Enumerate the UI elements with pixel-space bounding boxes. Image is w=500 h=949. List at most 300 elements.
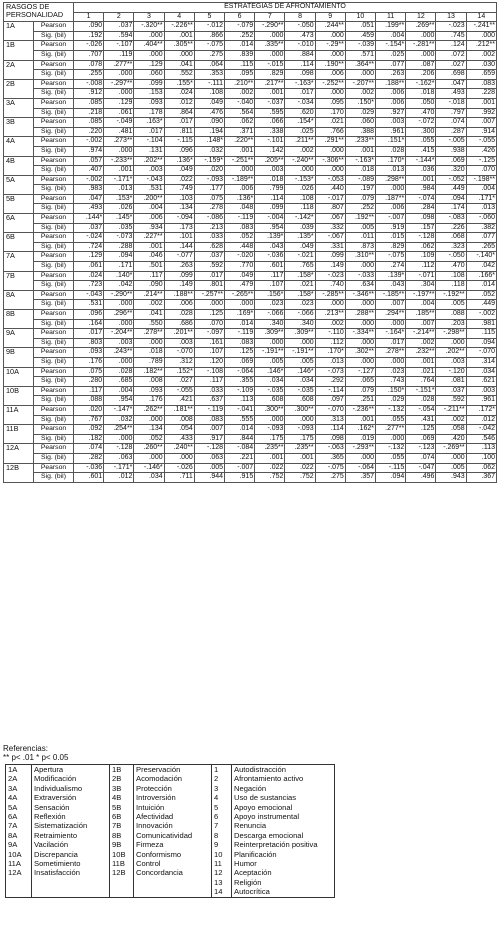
legend-code <box>6 878 32 887</box>
pearson-value: .227** <box>134 233 164 243</box>
legend-code: 5B <box>110 803 134 812</box>
trait-code: 8A <box>4 290 34 309</box>
sig-value: .060 <box>134 70 164 80</box>
pearson-value: .136* <box>164 156 194 166</box>
sig-value: .531 <box>134 185 164 195</box>
sig-value: .000 <box>345 319 375 329</box>
legend-row <box>6 868 335 877</box>
sig-value: .061 <box>104 108 134 118</box>
pearson-value: .278** <box>134 329 164 339</box>
sig-value: .340 <box>255 319 285 329</box>
sig-value: .005 <box>345 223 375 233</box>
sig-value: .304 <box>406 281 436 291</box>
pearson-value: .262** <box>134 405 164 415</box>
table-row <box>4 290 497 300</box>
sig-value: .984 <box>406 185 436 195</box>
sig-value: .034 <box>255 377 285 387</box>
references-title: Referencias: <box>3 744 48 753</box>
sig-value: .069 <box>406 434 436 444</box>
legend-code: 4 <box>212 793 232 802</box>
sig-value: .004 <box>466 185 496 195</box>
sig-value: .006 <box>164 300 194 310</box>
pearson-value: -.036 <box>255 252 285 262</box>
pearson-value: -.075 <box>194 41 224 51</box>
pearson-value: -.146* <box>134 463 164 473</box>
pearson-value: -.079 <box>225 22 255 32</box>
pearson-value: .034 <box>466 367 496 377</box>
pearson-value: .062 <box>466 463 496 473</box>
legend-code: 10A <box>6 850 32 859</box>
pearson-value: -.053 <box>315 175 345 185</box>
sig-value: .028 <box>406 396 436 406</box>
stat-label-sig: Sig. (bil) <box>34 89 74 99</box>
pearson-value: -.010 <box>285 41 315 51</box>
sig-value: .002 <box>466 50 496 60</box>
pearson-value: .162* <box>345 425 375 435</box>
legend-code: 11B <box>110 859 134 868</box>
table-row <box>4 434 497 444</box>
pearson-value: .310** <box>345 252 375 262</box>
sig-value: .001 <box>406 357 436 367</box>
legend-code: 4B <box>110 793 134 802</box>
sig-value: .470 <box>436 262 466 272</box>
trait-code: 4A <box>4 137 34 156</box>
table-row <box>4 262 497 272</box>
legend-label: Renuncia <box>234 821 267 831</box>
sig-value: .659 <box>466 70 496 80</box>
legend-row <box>6 840 335 849</box>
sig-value: .028 <box>376 146 406 156</box>
pearson-value: .146* <box>285 367 315 377</box>
table-row <box>4 242 497 252</box>
legend-row <box>6 850 335 859</box>
legend-code: 11A <box>6 859 32 868</box>
sig-value: .019 <box>345 434 375 444</box>
sig-value: .000 <box>315 146 345 156</box>
pearson-value: -.257** <box>194 290 224 300</box>
sig-value: .332 <box>315 223 345 233</box>
pearson-value: .155* <box>164 79 194 89</box>
legend-label: Firmeza <box>134 840 212 849</box>
pearson-value: -.002 <box>74 137 104 147</box>
pearson-value: .213** <box>315 310 345 320</box>
pearson-value: .024 <box>74 271 104 281</box>
sig-value: .807 <box>315 204 345 214</box>
legend-code: 12A <box>6 868 32 877</box>
pearson-value: .117 <box>74 386 104 396</box>
pearson-value: -.297** <box>104 79 134 89</box>
sig-value: .449 <box>466 300 496 310</box>
table-row <box>4 405 497 415</box>
trait-code: 11B <box>4 425 34 444</box>
pearson-value: .094 <box>436 194 466 204</box>
pearson-value: -.007 <box>376 214 406 224</box>
pearson-value: .051 <box>345 22 375 32</box>
sig-value: .752 <box>285 473 315 483</box>
table-row <box>4 453 497 463</box>
sig-value: .927 <box>376 108 406 118</box>
pearson-value: .217** <box>255 79 285 89</box>
pearson-value: -.198** <box>466 175 496 185</box>
sig-value: .340 <box>285 319 315 329</box>
table-row <box>4 300 497 310</box>
sig-value: .323 <box>436 242 466 252</box>
legend-label: Descarga emocional <box>234 830 304 840</box>
pearson-value: .169* <box>225 310 255 320</box>
legend-code: 13 <box>212 878 232 887</box>
stat-label-pearson: Pearson <box>34 329 74 339</box>
legend-code <box>110 878 134 887</box>
pearson-value: -.153* <box>285 175 315 185</box>
pearson-value: -.047 <box>406 463 436 473</box>
pearson-value: .069 <box>436 156 466 166</box>
pearson-value: -.075 <box>376 252 406 262</box>
sig-value: .024 <box>164 89 194 99</box>
pearson-value: .232** <box>406 348 436 358</box>
pearson-value: -.204** <box>104 329 134 339</box>
table-row <box>4 463 497 473</box>
sig-value: .685 <box>104 377 134 387</box>
sig-value: .459 <box>345 31 375 41</box>
table-row <box>4 98 497 108</box>
table-row <box>4 396 497 406</box>
sig-value: .218 <box>74 108 104 118</box>
legend-label: Afrontamiento activo <box>234 774 304 784</box>
pearson-value: .007 <box>466 118 496 128</box>
pearson-value: -.101 <box>255 137 285 147</box>
pearson-value: .107 <box>194 348 224 358</box>
sig-value: .098 <box>285 70 315 80</box>
sig-value: .061 <box>74 262 104 272</box>
sig-value: .797 <box>436 108 466 118</box>
pearson-value: .210** <box>225 79 255 89</box>
pearson-value: .004 <box>104 386 134 396</box>
sig-value: .278 <box>194 204 224 214</box>
pearson-value: .074 <box>74 444 104 454</box>
table-row <box>4 319 497 329</box>
sig-value: .357 <box>345 473 375 483</box>
sig-value: .420 <box>436 434 466 444</box>
legend-label: Sensación <box>32 803 110 812</box>
sig-value: .112 <box>315 338 345 348</box>
pearson-value: .277** <box>104 60 134 70</box>
sig-value: .221 <box>225 453 255 463</box>
pearson-value: .243** <box>104 348 134 358</box>
pearson-value: .022 <box>285 463 315 473</box>
legend-row <box>6 765 335 775</box>
stat-label-pearson: Pearson <box>34 252 74 262</box>
pearson-value: -.281** <box>406 41 436 51</box>
column-header: 10 <box>345 12 375 22</box>
stat-label-sig: Sig. (bil) <box>34 453 74 463</box>
trait-code: 3A <box>4 98 34 117</box>
table-row <box>4 60 497 70</box>
legend-code: 10 <box>212 850 232 859</box>
stat-label-pearson: Pearson <box>34 156 74 166</box>
pearson-value: .146* <box>255 367 285 377</box>
stat-label-sig: Sig. (bil) <box>34 242 74 252</box>
pearson-value: -.077 <box>164 252 194 262</box>
pearson-value: .055 <box>406 137 436 147</box>
pearson-value: -.012 <box>194 22 224 32</box>
pearson-value: .309** <box>255 329 285 339</box>
sig-value: .481 <box>104 127 134 137</box>
sig-value: .000 <box>436 338 466 348</box>
pearson-value: .220** <box>225 137 255 147</box>
sig-value: .001 <box>104 166 134 176</box>
sig-value: .864 <box>164 108 194 118</box>
sig-value: .194 <box>194 127 224 137</box>
pearson-value: .136* <box>225 194 255 204</box>
sig-value: .601 <box>74 473 104 483</box>
column-header: 8 <box>285 12 315 22</box>
legend-code: 9B <box>110 840 134 849</box>
pearson-value: .052 <box>466 290 496 300</box>
sig-value: .006 <box>376 204 406 214</box>
pearson-value: -.064 <box>225 367 255 377</box>
pearson-value: -.066 <box>285 310 315 320</box>
pearson-value: .151* <box>376 137 406 147</box>
legend-code: 2B <box>110 774 134 783</box>
pearson-value: .158* <box>285 271 315 281</box>
pearson-value: .294** <box>376 310 406 320</box>
table-row <box>4 204 497 214</box>
sig-value: .013 <box>315 357 345 367</box>
pearson-value: .078 <box>74 60 104 70</box>
sig-value: .003 <box>134 166 164 176</box>
pearson-value: .182** <box>134 367 164 377</box>
sig-value: .094 <box>466 338 496 348</box>
sig-value: .083 <box>225 338 255 348</box>
pearson-value: -.119 <box>225 329 255 339</box>
sig-value: .000 <box>255 31 285 41</box>
stat-label-pearson: Pearson <box>34 22 74 32</box>
sig-value: .182 <box>74 434 104 444</box>
pearson-value: .083 <box>466 79 496 89</box>
stat-label-sig: Sig. (bil) <box>34 357 74 367</box>
pearson-value: .062 <box>225 118 255 128</box>
sig-value: .493 <box>436 89 466 99</box>
sig-value: .003 <box>436 357 466 367</box>
stat-label-pearson: Pearson <box>34 214 74 224</box>
sig-value: .000 <box>376 357 406 367</box>
pearson-value: .277** <box>376 425 406 435</box>
sig-value: .088 <box>74 396 104 406</box>
pearson-value: -.050 <box>436 252 466 262</box>
sig-value: .000 <box>164 453 194 463</box>
stat-label-sig: Sig. (bil) <box>34 415 74 425</box>
legend-code: 11 <box>212 859 232 868</box>
legend-code: 3 <box>212 784 232 793</box>
sig-value: .055 <box>376 453 406 463</box>
pearson-value: .129 <box>74 252 104 262</box>
sig-value: .001 <box>134 242 164 252</box>
sig-value: .000 <box>436 453 466 463</box>
sig-value: .006 <box>376 89 406 99</box>
legend-label: Apertura <box>32 765 110 775</box>
pearson-value: -.151* <box>406 386 436 396</box>
sig-value: .118 <box>436 281 466 291</box>
pearson-value: .023 <box>376 367 406 377</box>
sig-value: .108 <box>194 89 224 99</box>
pearson-value: -.004 <box>255 214 285 224</box>
sig-value: .005 <box>285 357 315 367</box>
column-header: 2 <box>104 12 134 22</box>
pearson-value: .037 <box>436 386 466 396</box>
pearson-value: .037 <box>194 252 224 262</box>
pearson-value: -.015 <box>255 60 285 70</box>
pearson-value: .125 <box>225 348 255 358</box>
pearson-value: -.306** <box>315 156 345 166</box>
sig-value: .013 <box>466 204 496 214</box>
legend-code: 10B <box>110 850 134 859</box>
sig-value: .034 <box>285 377 315 387</box>
pearson-value: -.110 <box>315 329 345 339</box>
pearson-value: .033 <box>194 386 224 396</box>
pearson-value: .302** <box>345 348 375 358</box>
pearson-value: .075 <box>194 194 224 204</box>
pearson-value: -.104 <box>134 137 164 147</box>
sig-value: .571 <box>345 50 375 60</box>
sig-value: .353 <box>194 70 224 80</box>
legend-code: 1 <box>212 765 232 775</box>
sig-value: .555 <box>225 415 255 425</box>
stat-label-pearson: Pearson <box>34 290 74 300</box>
sig-value: .983 <box>74 185 104 195</box>
sig-value: .282 <box>74 453 104 463</box>
pearson-value: .099 <box>315 252 345 262</box>
sig-value: .042 <box>104 281 134 291</box>
pearson-value: .214** <box>134 290 164 300</box>
table-row <box>4 329 497 339</box>
sig-value: .365 <box>315 453 345 463</box>
sig-value: .170 <box>315 108 345 118</box>
stat-label-sig: Sig. (bil) <box>34 377 74 387</box>
pearson-value: .017 <box>164 118 194 128</box>
stat-label-pearson: Pearson <box>34 41 74 51</box>
sig-value: .171 <box>104 262 134 272</box>
pearson-value: -.142* <box>285 214 315 224</box>
sig-value: .000 <box>466 31 496 41</box>
column-header: 9 <box>315 12 345 22</box>
pearson-value: -.093 <box>194 175 224 185</box>
sig-value: .203 <box>436 319 466 329</box>
sig-value: .029 <box>376 396 406 406</box>
pearson-value: .103 <box>164 194 194 204</box>
trait-code: 1B <box>4 41 34 60</box>
pearson-value: .014 <box>225 425 255 435</box>
pearson-value: -.093 <box>285 425 315 435</box>
pearson-value: -.171* <box>104 463 134 473</box>
legend-code: 9A <box>6 840 32 849</box>
pearson-value: .090 <box>194 118 224 128</box>
legend-code: 4A <box>6 793 32 802</box>
legend-label: Retraimiento <box>32 831 110 840</box>
pearson-value: -.060 <box>466 214 496 224</box>
sig-value: .000 <box>285 415 315 425</box>
table-row <box>4 377 497 387</box>
pearson-value: .099 <box>164 271 194 281</box>
pearson-value: -.293** <box>345 444 375 454</box>
sig-value: .934 <box>134 223 164 233</box>
pearson-value: .005 <box>436 463 466 473</box>
sig-value: .314 <box>466 357 496 367</box>
sig-value: .764 <box>406 377 436 387</box>
sig-value: .745 <box>436 31 466 41</box>
sig-value: .974 <box>74 146 104 156</box>
pearson-value: -.154* <box>376 41 406 51</box>
sig-value: .000 <box>315 89 345 99</box>
table-row <box>4 444 497 454</box>
sig-value: .002 <box>285 146 315 156</box>
pearson-value: .269** <box>406 22 436 32</box>
sig-value: .005 <box>436 300 466 310</box>
pearson-value: -.115 <box>376 463 406 473</box>
table-row <box>4 473 497 483</box>
sig-value: .000 <box>345 357 375 367</box>
sig-value: .149 <box>164 281 194 291</box>
table-row <box>4 338 497 348</box>
sig-value: .592 <box>194 262 224 272</box>
pearson-value: -.026 <box>74 41 104 51</box>
column-header: 12 <box>406 12 436 22</box>
pearson-value: -.109 <box>225 386 255 396</box>
pearson-value: -.070 <box>466 348 496 358</box>
legend-label: Autodistracción <box>234 765 286 774</box>
table-row <box>4 166 497 176</box>
sig-value: .008 <box>134 377 164 387</box>
sig-value: .112 <box>406 262 436 272</box>
sig-value: .083 <box>194 415 224 425</box>
sig-value: .917 <box>194 434 224 444</box>
legend-label: Conformismo <box>134 850 212 859</box>
pearson-value: -.055 <box>164 386 194 396</box>
pearson-value: .291** <box>315 137 345 147</box>
pearson-value: -.192** <box>436 290 466 300</box>
legend-label: Sistematización <box>32 821 110 830</box>
pearson-value: -.042 <box>466 425 496 435</box>
sig-value: .470 <box>406 108 436 118</box>
legend-row <box>6 878 335 887</box>
pearson-value: .187** <box>376 194 406 204</box>
sig-value: .083 <box>225 223 255 233</box>
sig-value: .000 <box>104 300 134 310</box>
stat-label-pearson: Pearson <box>34 405 74 415</box>
pearson-value: .037 <box>104 22 134 32</box>
sig-value: .001 <box>255 89 285 99</box>
table-row <box>4 31 497 41</box>
sig-value: .002 <box>134 300 164 310</box>
pearson-value: .014 <box>225 41 255 51</box>
sig-value: .251 <box>345 396 375 406</box>
pearson-value: .007 <box>194 425 224 435</box>
legend-label: Religión <box>234 877 262 887</box>
legend-code: 14 <box>212 887 232 897</box>
legend-label: Vacilación <box>32 840 110 849</box>
sig-value: .501 <box>134 262 164 272</box>
sig-value: .043 <box>376 281 406 291</box>
stat-label-sig: Sig. (bil) <box>34 50 74 60</box>
stat-label-pearson: Pearson <box>34 386 74 396</box>
stat-label-pearson: Pearson <box>34 444 74 454</box>
sig-value: .035 <box>104 223 134 233</box>
pearson-value: -.036 <box>74 463 104 473</box>
table-row <box>4 79 497 89</box>
sig-value: .552 <box>164 70 194 80</box>
pearson-value: -.240** <box>285 156 315 166</box>
sig-value: .228 <box>466 89 496 99</box>
pearson-value: .288** <box>345 310 375 320</box>
